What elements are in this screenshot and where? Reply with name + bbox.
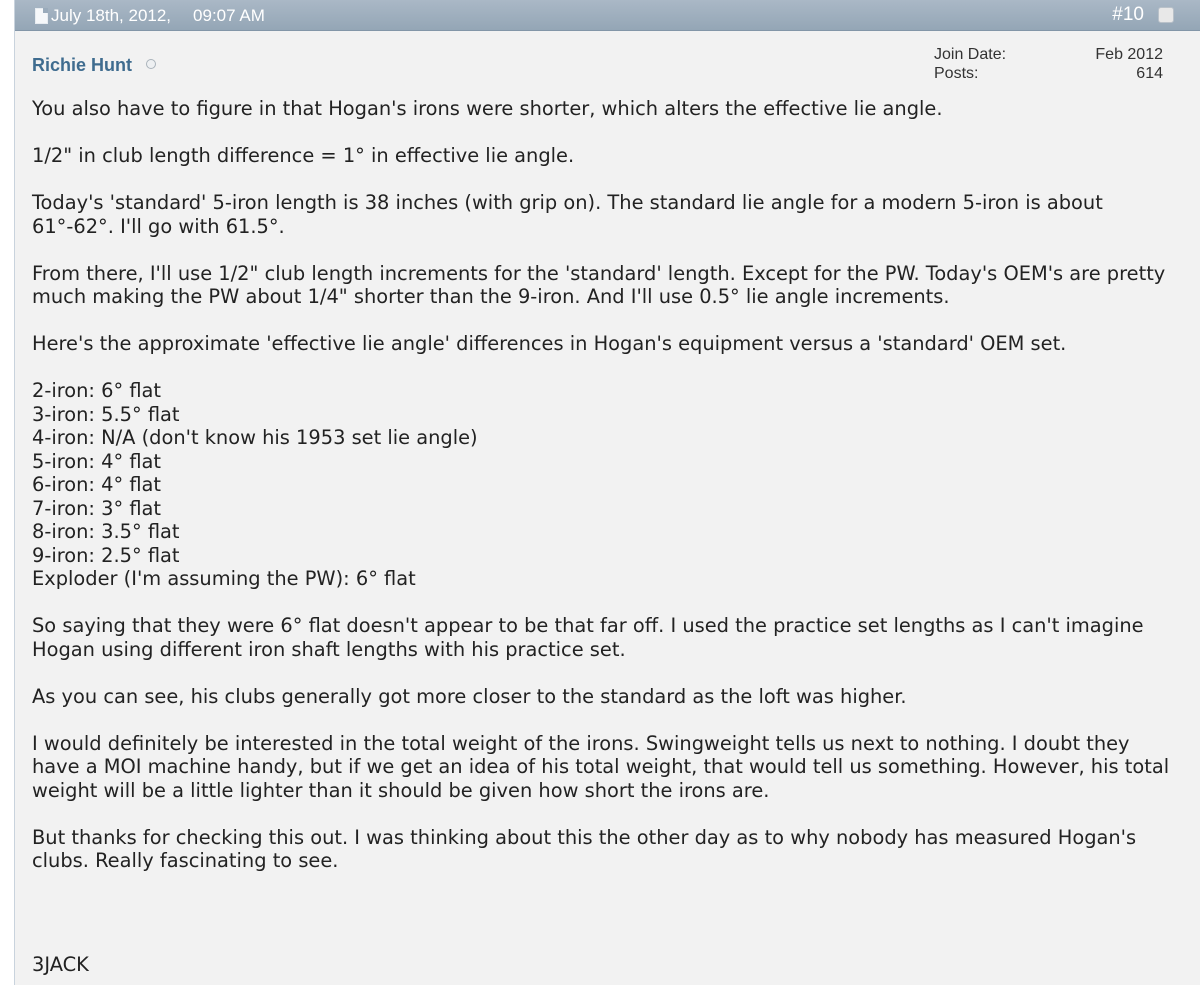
list-item: 9-iron: 2.5° flat xyxy=(32,543,180,567)
posts-label: Posts: xyxy=(934,65,979,82)
list-item: 8-iron: 3.5° flat xyxy=(32,520,180,543)
post-number-link[interactable]: #10 xyxy=(1112,4,1144,25)
list-item: 7-iron: 3° flat xyxy=(32,496,162,520)
list-item: 4-iron: N/A (don't know his 1953 set lie angle) xyxy=(32,426,478,449)
post-select-checkbox[interactable] xyxy=(1158,7,1174,23)
paragraph: So saying that they were 6° flat doesn't appear to be that far off. I used the practice set lengths as I can't imagine Hogan using different iron shaft lengths with his practice set. xyxy=(32,614,1144,661)
list-item: 2-iron: 6° flat xyxy=(32,379,162,402)
post-body xyxy=(32,97,1182,896)
offline-dot-icon xyxy=(146,59,156,69)
paragraph: As you can see, his clubs generally got more closer to the standard as the loft was higher. xyxy=(32,684,907,708)
paragraph: But thanks for checking this out. I was thinking about this the other day as to why nobody has measured Hogan's clubs. Really fascinating to see. xyxy=(32,825,1137,872)
document-icon xyxy=(35,8,48,24)
user-meta-labels xyxy=(934,45,1006,83)
user-info xyxy=(15,31,1200,94)
paragraph: Here's the approximate 'effective lie angle' differences in Hogan's equipment versus a 'standard' OEM set. xyxy=(32,332,1067,355)
post-time-text: 09:07 AM xyxy=(193,6,265,25)
paragraph: I would definitely be interested in the total weight of the irons. Swingweight tells us next to nothing. I doubt they have a MOI machine handy, but if we get an idea of his total weight, that would tell us something. However, his total weight will be a little lighter than it should be given how short the irons are. xyxy=(32,731,1170,802)
paragraph: Today's 'standard' 5-iron length is 38 inches (with grip on). The standard lie angle for a modern 5-iron is about 61°-62°. I'll go with 61.5°. xyxy=(32,191,1103,238)
list-item: 6-iron: 4° flat xyxy=(32,473,162,496)
iron-lie-list xyxy=(32,379,1182,591)
join-date-value: Feb 2012 xyxy=(1095,46,1163,63)
join-date-label: Join Date: xyxy=(934,46,1007,63)
post-header xyxy=(15,0,1200,31)
post-date-text: July 18th, 2012, xyxy=(51,6,172,25)
list-item: 5-iron: 4° flat xyxy=(32,449,162,473)
user-meta-values xyxy=(1095,45,1163,83)
post-date xyxy=(35,6,265,26)
forum-post xyxy=(14,0,1200,985)
signature: 3JACK xyxy=(32,953,89,976)
paragraph: You also have to figure in that Hogan's irons were shorter, which alters the effective lie angle. xyxy=(32,97,943,120)
list-item: Exploder (I'm assuming the PW): 6° flat xyxy=(32,567,416,590)
paragraph: From there, I'll use 1/2" club length increments for the 'standard' length. Except for the PW. Today's OEM's are pretty much making the PW about 1/4" shorter than the 9-iron. And I'll use 0.5° lie angle increments. xyxy=(32,261,1166,308)
paragraph: 1/2" in club length difference = 1° in effective lie angle. xyxy=(32,144,575,167)
username-link[interactable]: Richie Hunt xyxy=(32,55,133,75)
list-item: 3-iron: 5.5° flat xyxy=(32,402,180,426)
posts-count-value: 614 xyxy=(1136,65,1163,82)
